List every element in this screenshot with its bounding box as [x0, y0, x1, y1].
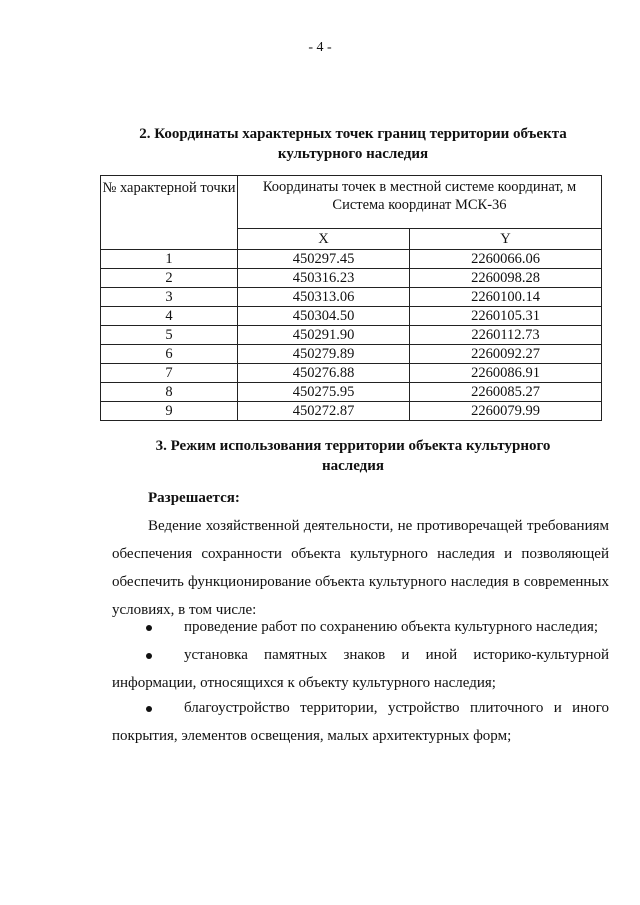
- bullet-text: проведение работ по сохранению объекта культурного наследия;: [184, 619, 599, 635]
- table-row: [101, 288, 602, 307]
- bullet-item: [112, 613, 609, 641]
- table-row: [101, 345, 602, 364]
- point-y: 2260079.99: [410, 402, 602, 421]
- point-y: 2260112.73: [410, 326, 602, 345]
- table-row: [101, 250, 602, 269]
- bullet-item: [112, 694, 609, 750]
- bullet-icon: [146, 653, 152, 659]
- point-number: 8: [101, 383, 238, 402]
- section-3-heading-line-2: наследия: [321, 458, 385, 474]
- table-row: [101, 402, 602, 421]
- point-x: 450313.06: [238, 288, 410, 307]
- bullet-item: [112, 641, 609, 697]
- point-y: 2260085.27: [410, 383, 602, 402]
- point-x: 450291.90: [238, 326, 410, 345]
- point-number: 9: [101, 402, 238, 421]
- point-y: 2260086.91: [410, 364, 602, 383]
- point-y: 2260100.14: [410, 288, 602, 307]
- section-2-heading: [100, 124, 606, 164]
- header-point-number: № характерной точки: [101, 176, 238, 250]
- point-number: 5: [101, 326, 238, 345]
- allowed-label: Разрешается:: [148, 490, 240, 506]
- point-y: 2260098.28: [410, 269, 602, 288]
- section-3-heading-line-1: 3. Режим использования территории объекта культурного: [155, 438, 551, 454]
- bullet-icon: [146, 706, 152, 712]
- point-x: 450297.45: [238, 250, 410, 269]
- bullet-text: благоустройство территории, устройство плиточного и иного покрытия, элементов освещения, малых архитектурных форм;: [112, 700, 609, 744]
- point-number: 1: [101, 250, 238, 269]
- point-number: 6: [101, 345, 238, 364]
- table-row: [101, 269, 602, 288]
- point-y: 2260105.31: [410, 307, 602, 326]
- point-x: 450272.87: [238, 402, 410, 421]
- point-y: 2260066.06: [410, 250, 602, 269]
- point-x: 450275.95: [238, 383, 410, 402]
- section-2-heading-line-2: культурного наследия: [277, 146, 429, 162]
- point-x: 450276.88: [238, 364, 410, 383]
- table-row: [101, 364, 602, 383]
- table-row: [101, 307, 602, 326]
- point-number: 7: [101, 364, 238, 383]
- header-y: Y: [410, 229, 602, 250]
- table-row: [101, 326, 602, 345]
- section-2-heading-line-1: 2. Координаты характерных точек границ территории объекта: [139, 126, 567, 142]
- point-x: 450316.23: [238, 269, 410, 288]
- point-number: 2: [101, 269, 238, 288]
- header-coordinates-line-2: Система координат МСК-36: [332, 197, 507, 213]
- header-x: X: [238, 229, 410, 250]
- point-number: 4: [101, 307, 238, 326]
- header-coordinates-line-1: Координаты точек в местной системе координат, м: [262, 179, 577, 195]
- allowed-paragraph: Ведение хозяйственной деятельности, не противоречащей требованиям обеспечения сохранности объекта культурного наследия и позволяющей обеспечить функционирование объекта культурного наследия в современных условиях, в том числе:: [112, 518, 609, 618]
- header-coordinates: [238, 176, 602, 229]
- point-x: 450304.50: [238, 307, 410, 326]
- coordinates-table: [100, 175, 602, 421]
- point-y: 2260092.27: [410, 345, 602, 364]
- bullet-text: установка памятных знаков и иной историко-культурной информации, относящихся к объекту культурного наследия;: [112, 647, 609, 691]
- bullet-icon: [146, 625, 152, 631]
- table-row: [101, 383, 602, 402]
- point-x: 450279.89: [238, 345, 410, 364]
- page-number: - 4 -: [308, 40, 332, 55]
- point-number: 3: [101, 288, 238, 307]
- section-3-heading: [100, 436, 606, 476]
